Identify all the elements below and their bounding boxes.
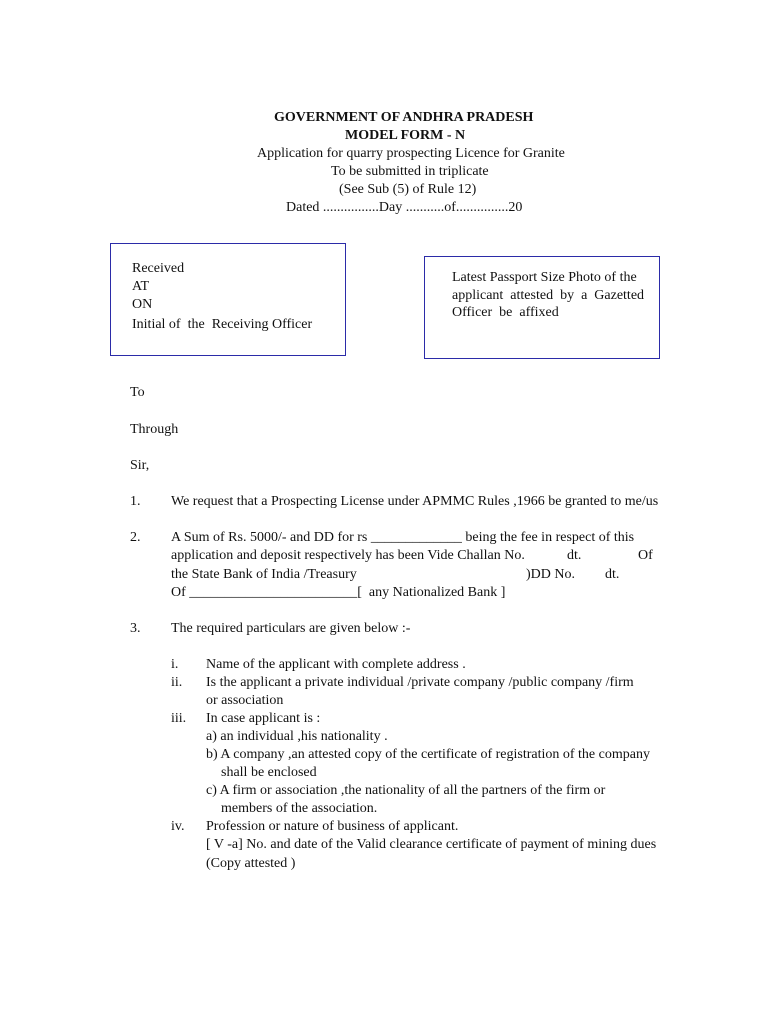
particular-iii-c-line-1: c) A firm or association ,the nationality of all the partners of the firm or — [206, 783, 606, 798]
receipt-initial: Initial of the Receiving Officer — [132, 317, 313, 332]
particular-va-line-1: [ V -a] No. and date of the Valid clearance certificate of payment of mining dues — [206, 837, 657, 852]
particular-iii-text: In case applicant is : — [206, 711, 321, 726]
header-government: GOVERNMENT OF ANDHRA PRADESH — [274, 110, 534, 125]
receipt-at: AT — [132, 279, 150, 294]
particular-ii-text-1: Is the applicant a private individual /private company /public company /firm — [206, 675, 634, 690]
item-number-3: 3. — [130, 621, 141, 636]
item-2-challan-of: Of — [638, 548, 653, 563]
item-number-1: 1. — [130, 494, 141, 509]
particular-iv-text: Profession or nature of business of applicant. — [206, 819, 459, 834]
particular-i-number: i. — [171, 657, 179, 672]
particular-ii-number: ii. — [171, 675, 183, 690]
address-through: Through — [130, 422, 179, 437]
photo-line-2: applicant attested by a Gazetted — [452, 288, 645, 303]
particular-ii-text-2: or association — [206, 693, 284, 708]
item-text-3: The required particulars are given below :- — [171, 621, 411, 636]
item-2-challan-date: dt. — [567, 548, 582, 563]
particular-i-text: Name of the applicant with complete address . — [206, 657, 466, 672]
header-form-title: MODEL FORM - N — [345, 128, 466, 143]
particular-iii-number: iii. — [171, 711, 187, 726]
particular-iv-number: iv. — [171, 819, 185, 834]
photo-line-3: Officer be affixed — [452, 305, 559, 320]
particular-iii-b-line-2: shall be enclosed — [221, 765, 317, 780]
item-2-line-2: application and deposit respectively has been Vide Challan No. — [171, 548, 525, 563]
item-text-1: We request that a Prospecting License under APMMC Rules ,1966 be granted to me/us — [171, 494, 659, 509]
salutation: Sir, — [130, 458, 150, 473]
particular-iii-a: a) an individual ,his nationality . — [206, 729, 388, 744]
item-2-line-4: Of ________________________[ any Nationalized Bank ] — [171, 585, 506, 600]
receipt-on: ON — [132, 297, 153, 312]
photo-line-1: Latest Passport Size Photo of the — [452, 270, 637, 285]
header-dated: Dated ................Day ...........of...............20 — [286, 200, 523, 215]
address-to: To — [130, 385, 145, 400]
item-2-line-3: the State Bank of India /Treasury — [171, 567, 357, 582]
particular-iii-b-line-1: b) A company ,an attested copy of the certificate of registration of the company — [206, 747, 650, 762]
header-rule: (See Sub (5) of Rule 12) — [339, 182, 477, 197]
header-application-title: Application for quarry prospecting Licence for Granite — [257, 146, 565, 161]
header-triplicate: To be submitted in triplicate — [331, 164, 489, 179]
receipt-received: Received — [132, 261, 185, 276]
item-2-dd-date: dt. — [605, 567, 620, 582]
item-2-dd-number: )DD No. — [526, 567, 575, 582]
item-2-line-1: A Sum of Rs. 5000/- and DD for rs _____________ being the fee in respect of this — [171, 530, 635, 545]
item-number-2: 2. — [130, 530, 141, 545]
particular-iii-c-line-2: members of the association. — [221, 801, 378, 816]
particular-va-line-2: (Copy attested ) — [206, 856, 296, 871]
